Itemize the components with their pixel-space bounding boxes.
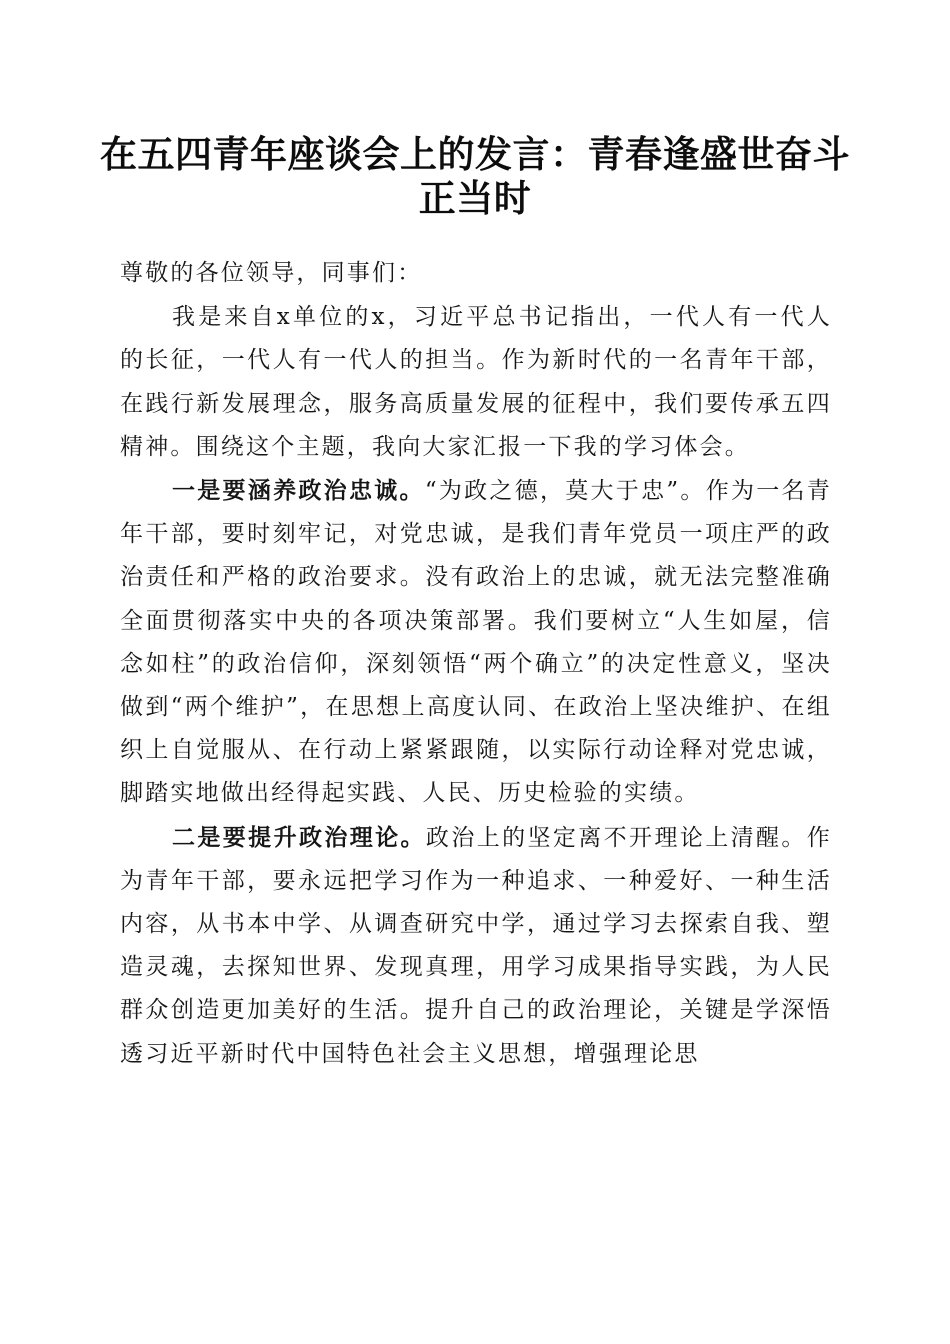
paragraph-lead: 一是要涵养政治忠诚。 — [172, 477, 425, 505]
document-body — [120, 252, 832, 1076]
paragraph-intro — [120, 295, 832, 469]
document-title: 在五四青年座谈会上的发言：青春逢盛世奋斗正当时 — [100, 132, 850, 220]
paragraph-text: “为政之德，莫大于忠”。作为一名青年干部，要时刻牢记，对党忠诚，是我们青年党员一项庄严的政治责任和严格的政治要求。没有政治上的忠诚，就无法完整准确全面贯彻落实中央的各项决策部署。我们要树立“人生如屋，信念如柱”的政治信仰，深刻领悟“两个确立”的决定性意义，坚决做到“两个维护”，在思想上高度认同、在政治上坚决维护、在组织上自觉服从、在行动上紧紧跟随，以实际行动诠释对党忠诚，脚踏实地做出经得起实践、人民、历史检验的实绩。 — [120, 478, 833, 807]
paragraph-lead: 二是要提升政治理论。 — [172, 823, 426, 851]
paragraph-political-loyalty — [120, 469, 832, 816]
paragraph-text: 我是来自x单位的x，习近平总书记指出，一代人有一代人的长征，一代人有一代人的担当。作为新时代的一名青年干部，在践行新发展理念，服务高质量发展的征程中，我们要传承五四精神。围绕这个主题，我向大家汇报一下我的学习体会。 — [120, 304, 832, 460]
salutation: 尊敬的各位领导，同事们： — [120, 260, 423, 286]
paragraph-political-theory — [120, 816, 832, 1076]
paragraph-text: 政治上的坚定离不开理论上清醒。作为青年干部，要永远把学习作为一种追求、一种爱好、一种生活内容，从书本中学、从调查研究中学，通过学习去探索自我、塑造灵魂，去探知世界、发现真理，用学习成果指导实践，为人民群众创造更加美好的生活。提升自己的政治理论，关键是学深悟透习近平新时代中国特色社会主义思想，增强理论思 — [120, 824, 833, 1067]
